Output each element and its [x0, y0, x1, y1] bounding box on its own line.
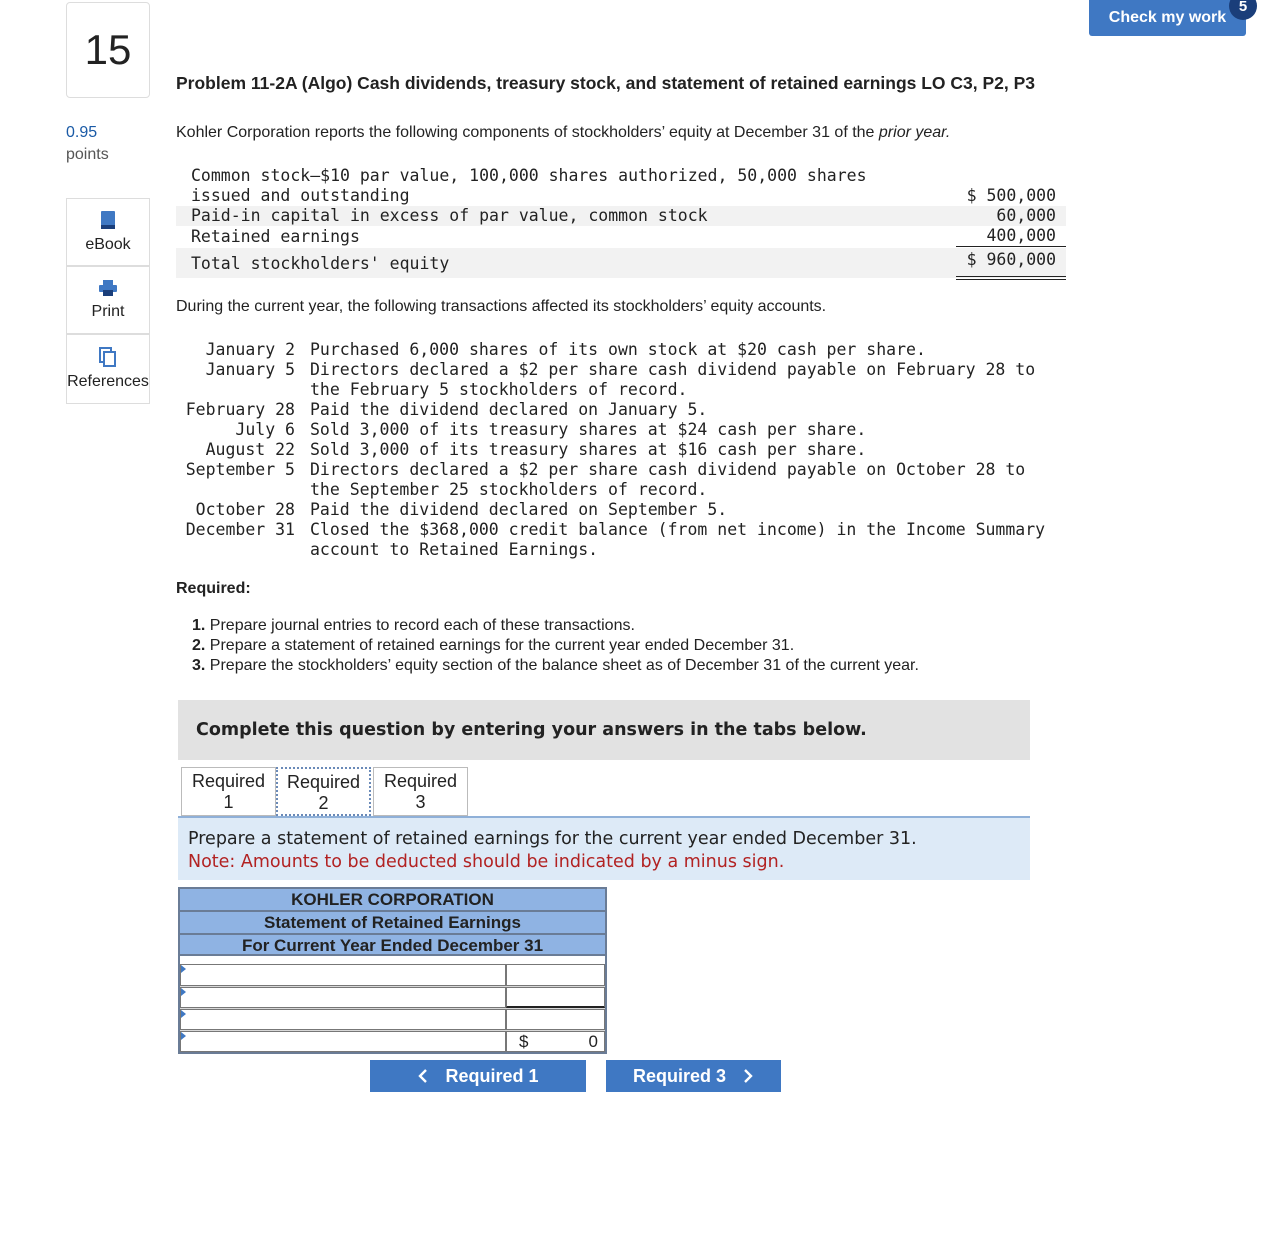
- problem-intro: [176, 124, 950, 142]
- references-label: References: [67, 373, 149, 390]
- required-item-num: 3.: [192, 657, 206, 674]
- tab-label: Required: [191, 771, 266, 791]
- check-my-work-button[interactable]: Check my work: [1089, 0, 1246, 36]
- tab-required-2[interactable]: [276, 767, 371, 816]
- equity-row2-label: Paid-in capital in excess of par value, common stock: [191, 206, 708, 225]
- intro-italic: prior year.: [878, 124, 951, 141]
- currency-symbol: $: [519, 1031, 529, 1051]
- complete-instructions-bar: Complete this question by entering your answers in the tabs below.: [178, 700, 1030, 760]
- statement-amount-input[interactable]: [506, 1009, 605, 1030]
- required-item: [192, 656, 919, 676]
- question-number: 15: [66, 2, 150, 98]
- statement-label-input[interactable]: [180, 987, 506, 1008]
- equity-row2-amount: 60,000: [996, 206, 1056, 225]
- statement-label-input[interactable]: [180, 1009, 506, 1030]
- required-item-text: Prepare the stockholders’ equity section of the balance sheet as of December 31 of the current year.: [209, 657, 919, 674]
- transaction-date: September 5: [185, 460, 295, 479]
- transaction-date: January 5: [205, 360, 295, 379]
- chevron-right-icon: [742, 1068, 754, 1084]
- copy-icon: [99, 347, 117, 367]
- transaction-text: Directors declared a $2 per share cash dividend payable on October 28 to: [310, 460, 1026, 479]
- statement-row: [180, 964, 605, 986]
- required-item-num: 2.: [192, 637, 206, 654]
- equity-row3-amount: 400,000: [956, 226, 1066, 247]
- equity-total-label: Total stockholders' equity: [191, 254, 450, 273]
- transaction-date: July 6: [235, 420, 295, 439]
- transaction-text: Purchased 6,000 shares of its own stock at $20 cash per share.: [310, 340, 926, 359]
- statement-total-amount: [506, 1031, 605, 1052]
- intro-main: Kohler Corporation reports the following components of stockholders’ equity at December 31 of the: [176, 124, 875, 141]
- ebook-button[interactable]: [66, 198, 150, 266]
- tab-required-1[interactable]: [181, 767, 276, 816]
- required-item-num: 1.: [192, 617, 206, 634]
- ebook-label: eBook: [85, 236, 131, 253]
- transaction-date: January 2: [205, 340, 295, 359]
- transaction-text: the September 25 stockholders of record.: [310, 480, 708, 499]
- statement-company: KOHLER CORPORATION: [178, 887, 607, 910]
- transaction-text: Sold 3,000 of its treasury shares at $24 cash per share.: [310, 420, 867, 439]
- required-heading: Required:: [176, 580, 251, 597]
- equity-row3-label: Retained earnings: [191, 227, 360, 246]
- next-required-button[interactable]: [606, 1060, 781, 1092]
- transaction-text: Paid the dividend declared on January 5.: [310, 400, 708, 419]
- equity-row1-line1: Common stock—$10 par value, 100,000 shares authorized, 50,000 shares: [191, 166, 867, 185]
- points-label: points: [66, 146, 109, 163]
- transaction-date: December 31: [185, 520, 295, 539]
- statement-body: [178, 956, 607, 1054]
- transaction-text: Closed the $368,000 credit balance (from net income) in the Income Summary: [310, 520, 1046, 539]
- transaction-text: the February 5 stockholders of record.: [310, 380, 688, 399]
- instruction-note: Note: Amounts to be deducted should be indicated by a minus sign.: [188, 852, 785, 872]
- required-item-text: Prepare journal entries to record each of these transactions.: [209, 617, 635, 634]
- statement-title: Statement of Retained Earnings: [178, 910, 607, 933]
- statement-amount-input[interactable]: [506, 964, 605, 986]
- chevron-left-icon: [417, 1068, 429, 1084]
- statement-period: For Current Year Ended December 31: [178, 933, 607, 956]
- statement-row: [180, 986, 605, 1008]
- tab-number: 1: [223, 792, 234, 812]
- check-count-badge: 5: [1229, 0, 1257, 20]
- equity-row1-amount: $ 500,000: [966, 186, 1056, 205]
- instruction-text: Prepare a statement of retained earnings for the current year ended December 31.: [188, 829, 917, 849]
- references-button[interactable]: [66, 334, 150, 404]
- tab-number: 3: [415, 792, 426, 812]
- statement-amount-input[interactable]: [506, 987, 605, 1008]
- total-value: 0: [588, 1031, 598, 1051]
- retained-earnings-statement: [178, 887, 607, 1054]
- transactions-intro: During the current year, the following transactions affected its stockholders’ equity accounts.: [176, 298, 827, 315]
- prev-required-button[interactable]: [370, 1060, 586, 1092]
- required-item: [192, 636, 919, 656]
- points-value: 0.95: [66, 124, 98, 141]
- equity-row1-line2: issued and outstanding: [191, 186, 410, 205]
- statement-total-row: [180, 1030, 605, 1052]
- tab-required-3[interactable]: [373, 767, 468, 816]
- required-list: [192, 616, 919, 676]
- transaction-date: August 22: [205, 440, 295, 459]
- transaction-text: account to Retained Earnings.: [310, 540, 599, 559]
- problem-title: Problem 11-2A (Algo) Cash dividends, treasury stock, and statement of retained earnings LO C3, P2, P3: [176, 73, 1036, 93]
- tab-label: Required: [286, 772, 361, 792]
- transaction-date: October 28: [195, 500, 295, 519]
- statement-row: [180, 1008, 605, 1030]
- statement-label-input[interactable]: [180, 964, 506, 986]
- equity-total-amount: $ 960,000: [956, 250, 1066, 280]
- statement-total-label-input[interactable]: [180, 1031, 506, 1052]
- instruction-panel: [178, 816, 1030, 880]
- transaction-text: Paid the dividend declared on September 5.: [310, 500, 728, 519]
- book-icon: [100, 210, 116, 230]
- printer-icon: [98, 279, 118, 297]
- transaction-date: February 28: [185, 400, 295, 419]
- transaction-text: Sold 3,000 of its treasury shares at $16 cash per share.: [310, 440, 867, 459]
- prev-required-label: Required 1: [445, 1065, 539, 1086]
- required-item-text: Prepare a statement of retained earnings for the current year ended December 31.: [209, 637, 795, 654]
- print-label: Print: [91, 303, 125, 320]
- print-button[interactable]: [66, 266, 150, 334]
- next-required-label: Required 3: [632, 1065, 727, 1086]
- tab-number: 2: [318, 793, 329, 813]
- tab-label: Required: [383, 771, 458, 791]
- transaction-text: Directors declared a $2 per share cash dividend payable on February 28 to: [310, 360, 1036, 379]
- required-item: [192, 616, 919, 636]
